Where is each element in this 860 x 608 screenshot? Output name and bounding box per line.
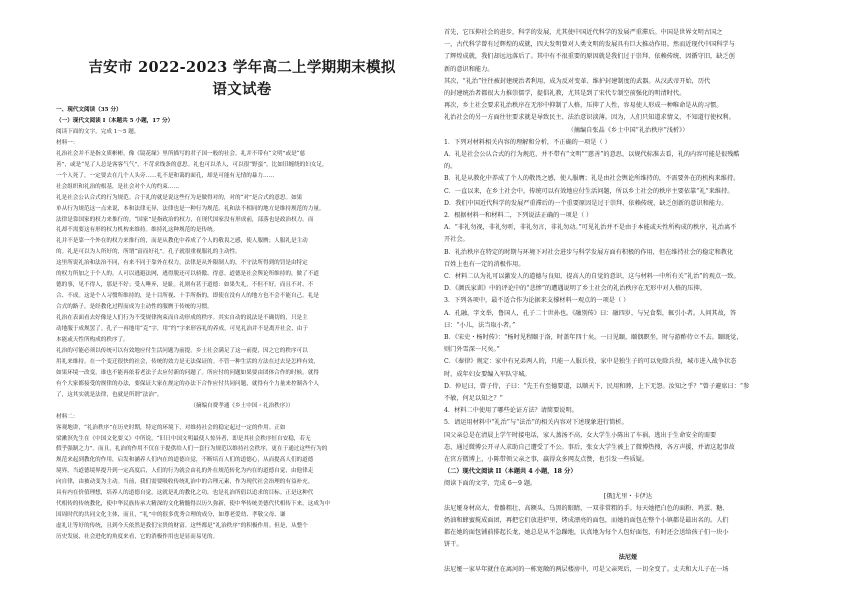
left-text-line: 礼却不需要这有形的权力机构来维持。维持礼这种规范的是传统。	[56, 227, 219, 234]
left-text-line: 法律是靠国家的权力来推行的。“国家”是指政治的权力，在现代国家没有形成前，部落也是政治权力。而	[56, 216, 314, 223]
right-text-line: 在官方微博上，小陈带领父亲之事，赢得众多网友点赞，也引发一些质疑。	[444, 456, 649, 463]
left-text-line: 阅读下面的文字，完成 1～5 题。	[56, 128, 140, 135]
left-text-line: 单从行为规范这一点来说，本和法律无异，法律也是一种行为规范。礼和法不相同的地方是维持规范的力量。	[56, 205, 325, 212]
right-text-line: 法尼娅一家早年就住在离河的一栋宽敞的两层楼房中，可是父亲死后，一切全变了。丈夫和大儿子在一场	[444, 565, 729, 573]
left-text-line: 材料二：	[56, 413, 79, 420]
right-text-line: 饼干。	[444, 541, 463, 549]
left-text-line: 材料一：	[56, 139, 79, 146]
left-text-line: 社会组织和礼治的根基，是社会对个人的约束……	[56, 183, 180, 190]
right-text-line: C．材料二认为礼可以激发人的道德与良知，提高人的自觉的意识，这与材料一中所有关“礼治”的观点一致。	[444, 273, 740, 280]
right-text-line: 5．请运用材料中“礼治”与“法治”的相关内容对下述现象进行简析。	[444, 419, 628, 427]
left-text-line: 向自律，由被动变为主动。当前，我们需要吸收传统礼治中的合理元素，作为现代社会治理的有益补充。	[56, 479, 314, 486]
right-text-line: 的。	[444, 163, 457, 171]
right-text-line: 法尼娅身材高大，骨骼粗壮，高额头，乌黑的眼睛，一双非常粗的手。每天她把白色的面粉、鸡蛋、糖、	[444, 504, 729, 512]
right-text-line: 法尼娅	[618, 553, 638, 561]
left-text-line: 的权力所加之于个人的。人可以逃避法网，逃得脱还可以骄傲、得意。道德是社会舆论所维持的，做了不道	[56, 271, 319, 278]
right-text-line: D．《颜氏家训》中的评论中的“悲惨”的遭遇说明了乡土社会的礼治秩序在无形中对人格的压抑。	[444, 285, 706, 293]
right-text-line: 则门外雪深一尺矣。”	[444, 346, 500, 354]
left-text-line: 这里所说礼治和法治不同，有来不同于靠外在权力，法律是从外限制人的，不守法所得到的罚是由特定	[56, 260, 308, 267]
right-text-line: B．礼治秩序在特定的时期与环境下对社会进步与科学发展方面有积极的作用，但在维持社会的稳定和教化	[444, 248, 734, 256]
right-text-line: 奶油和蜂蜜搅成面团，再把它们放进炉里，烤成漂亮的面包，而她的面包在整个小镇都是最出名的。人们	[444, 517, 729, 524]
right-text-line: [俄]尤里・卡伊达	[603, 492, 653, 500]
right-text-line: D．我们中国近代科学的发展严重滞后的一个重要原因是过于崇拜、依赖传统，缺乏创新的意识和能力。	[444, 199, 728, 207]
left-text-line: 善”，或是“见了人总是客客气气”，不苛求线条的意思。礼也可以杀人，可以很“野蛮”，比如旧缠绕的妇女足，	[56, 161, 328, 168]
right-text-line: B．礼是从教化中养成了个人的敬畏之感，使人服膺；礼是由社会舆论所维持的，不需要外在的机构来维持。	[444, 175, 740, 183]
right-text-line: 新的意识和能力。	[444, 65, 494, 73]
right-text-line: （二）现代文阅读 II（本题共 4 小题，18 分）	[444, 468, 577, 476]
left-text-line: 动地服于成规罢了。孔子一再地用“克”字，用“约”字来形容礼的养成，可见礼治并不是离开社会，由于	[56, 326, 308, 332]
right-text-line: A．“非礼勿视，非礼勿听，非礼勿言，非礼勿动。”可见礼治并不是由于本能或天性所构成的秩序，礼治离不	[444, 224, 737, 232]
right-text-line: 了辉煌成就，我们却远远落后了。其中有不很重要的原因就是我们过于崇拜、依赖传统，因循守旧，缺乏创	[444, 53, 735, 61]
left-text-line: 一、现代文阅读（35 分）	[56, 107, 122, 113]
right-text-line: 礼治社会的另一方面往往要求就是导致民主、法治意识淡薄。因为，人们只知道求情义，不知道行使权利。	[444, 114, 735, 122]
right-text-line: 曰：“小儿，法当取小者。”	[444, 321, 516, 329]
right-text-line: 的封建统治者都很大力推崇儒学，提倡礼教，尤其是到了宋代专制空前强化的明清时代。	[444, 90, 686, 97]
left-text-line: 用礼来维持。在一个变迁很快的社会，传统的效力是无法保证的。不管一种生活的方法在过去是怎样有效，	[56, 358, 319, 365]
left-text-line: 如果环境一改变，谁也不能再依着老法子去应付新的问题了。所应付的问题如果要由团体合作的时候，就得	[56, 369, 319, 376]
right-text-line: 2．根据材料一和材料二，下列说法正确的一项是（ ）	[444, 212, 593, 219]
right-text-line: 其次，“礼治”往往被封建统治者利用，成为反对变革、维护封建制度的武器。从汉武帝开始，历代	[444, 77, 711, 85]
left-text-line: 本能或天性所构成的秩序了。	[56, 336, 129, 343]
right-text-line: 1．下列对材料相关内容的理解和分析，不正确的一项是（ ）	[444, 138, 611, 146]
left-text-line: 假乎强制之力”。而且，礼治的作用不仅在于提供给人们一套行为规范以维持社会秩序，更在于通过这些行为的	[56, 446, 328, 453]
left-text-line: 有个大家都接受的规律的办法，要保证大家在规定的办法下合作应付共同问题，就得有个力量来控制各个人	[56, 380, 319, 387]
right-text-line: 不敏，何足以知之？”	[444, 395, 503, 402]
right-text-line: （摘编自张晶《乡土中国“礼治秩序”浅析》）	[567, 126, 689, 134]
left-text-line: 礼是社会公认合式的行为规范。合于礼的就是说这些行为是做得对的，对的“对”是合式的意思。如果	[56, 194, 303, 201]
right-text-line: 阅读下面的文字，完成 6～9 题。	[444, 480, 537, 488]
left-text-line: 的。礼是可以为人所好的，所谓“富而好礼”。孔子就很重视服礼的主动性。	[56, 249, 241, 256]
right-text-line: 国父亲总是在清晨上学午时接电话，家人蒸汤不高，女大学生小陈出了车祸，逃出于生命安全的需要	[444, 431, 717, 439]
left-text-line: 梁漱溟先生在《中国文化要义》中所说，“旧日中国文明最使人惊异者，即是其社会秩序恒自安稳，若无	[56, 435, 311, 442]
right-text-line: C．一直以来，在乡土社会中，传统可以有效地应付生活问题，所以乡土社会的秩序主要依靠“礼”来维持。	[444, 187, 734, 195]
right-text-line: 一，古代科学曾有过辉煌的成就，四大发明曾对人类文明的发展具有巨大推动作用。然而近现代中国科学与	[444, 41, 735, 49]
left-text-line: （一）现代文阅读 I（本题共 5 小题，17 分）	[56, 117, 174, 124]
right-text-line: 开社会。	[444, 236, 469, 244]
right-text-line: 时，成年妇女要编入军队守城。	[444, 370, 531, 378]
left-text-line: 代相传的传统教化，使中华民族传承大精深的文化精髓得以历久弥新，使中华传统美德代代相传下来，这成为中	[56, 501, 331, 508]
left-text-line: 礼治在表面看去好像是人们行为不受规律拘束而自动形成的秩序。其实自动的说法是不确切的，只是主	[56, 315, 308, 322]
left-text-line: 规范来起到教化的作用，启发和涵养人们内在的道德自觉，不断培育人们的道德心，从而提高人们的道德	[56, 457, 314, 464]
right-text-line: 3．下列各项中，最不适合作为论据来支撑材料一观点的一项是（ ）	[444, 297, 630, 305]
left-text-line: 礼并不是靠一个外在的权力来推行的，而是从教化中养成了个人的敬畏之感，使人服膺；人服礼是主动	[56, 238, 308, 245]
left-text-line: 了，这其实就是法律，也就是所谓“法治”。	[56, 391, 163, 398]
left-text-line: 合式的路子，是经教化过程而成为主动性的服膺于传统的习惯。	[56, 304, 213, 311]
left-text-line: 历史发展、社会进化的角度来看，它的消极作用也是显而易见的。	[56, 534, 219, 541]
right-text-line: 都在她的面包铺前排起长龙，她总是从不急躁地，认真地为每个人包好面包，有时还会送给孩子们一块小	[444, 529, 729, 537]
left-text-line: 礼治社会并不是指文质彬彬，像《镜花缘》里所描写的君子国一般的社会。礼并不带有“文明”或是“慈	[56, 150, 306, 157]
right-text-line: D．仲尼曰，曾子侍，子曰：“先王有至德要道，以顺天下，民用和睦，上下无怨。汝知之乎？”曾子避席曰：“参	[444, 382, 750, 390]
left-text-line: 具有内在价值理想，培养人的道德自觉，这就是礼的教化之功，也是礼治所倡以追求的目标。正是这种代	[56, 490, 314, 497]
right-text-line: C．《秦律》规定：家中有兄弟两人的，只能一人服兵役，家中是独生子的可以免除兵役，城市进入战争状态	[444, 358, 737, 366]
left-text-line: 客观地讲，“礼治秩序”在历史时期，特定的环境下，对维持社会的稳定起过一定的作用。正如	[56, 424, 286, 431]
left-text-line: 一个人死了，一定要去在几个人头旁……礼不是和蔼的面孔，却是可能有无情的暴力……	[56, 172, 275, 179]
right-text-line: B．《宋史・杨时传》：“杨时见程颐于洛，时盖年四十矣。一日见颐，颐偶瞑坐，时与游酢侍立不去。颐既觉，	[444, 334, 743, 341]
left-text-line: 境界。当道德境界提升到一定高度后，人们的行为就会由礼的外在规范转化为内在的道德自觉，由他律走	[56, 468, 314, 475]
left-text-line: （摘编自费孝通《乡土中国・礼治秩序》）	[190, 402, 294, 409]
left-text-line: 礼治的可能必须以传统可以有效地应付生活问题为前提。乡土社会满足了这一前提，因之它的秩序可以	[56, 347, 308, 354]
left-text-line: 国周时代的共同文化主体，而且，“礼”中的很多优秀合理的成分，如尊老爱幼、孝敬父母、谦	[56, 512, 286, 519]
left-text-line: 虚礼让等好的传统，且到今天依然是我们宝贵的财富。这些都是“礼治秩序”的积极作用。但是，从整个	[56, 523, 308, 530]
exam-title: 吉安市 2022-2023 学年高二上学期期末模拟	[88, 59, 396, 76]
right-text-line: 4．材料二中使用了哪些论证方法？请简要说明。	[444, 407, 578, 415]
right-text-line: 首先，它压抑社会的进步，科学的发展，尤其使中国近代科学的发展严重滞后。中国是世界文明古国之	[444, 29, 723, 36]
exam-subtitle: 语文试卷	[212, 81, 272, 98]
right-text-line: A．礼是社会公认合式的行为规范，并不带有“文明”“慈善”的意思，以规代标准去看，礼的内容可能是很残酷	[444, 151, 740, 158]
right-text-line: 再次，乡土社会要求礼治秩序在无形中抑制了人格，压抑了人性，容易使人形成一种唯命是从的习惯。	[444, 102, 723, 110]
right-text-line: A．孔融，字文举，鲁国人，孔子二十世孙也。《融别传》曰：融四岁，与兄食梨，辄引小者。人问其故，答	[444, 309, 737, 317]
right-text-line: 态，通过微博公开寻人求助自己遭受了不公。事后，张女大学生被上了微博热搜，各方声援，并请这起事故	[444, 443, 735, 451]
right-text-line: 百姓上也有一定的消极作用。	[444, 260, 525, 268]
left-text-line: 德的事，见不得人，那是不好；受人唾弃，是耻。礼则有甚于道德：如果失礼，不但不好，而且不对、不	[56, 282, 314, 289]
left-text-line: 合、不成。这是个人习惯所维持的，是十目所视、十手所指的，即使在没有人的地方也不会不能自己。礼是	[56, 293, 319, 300]
